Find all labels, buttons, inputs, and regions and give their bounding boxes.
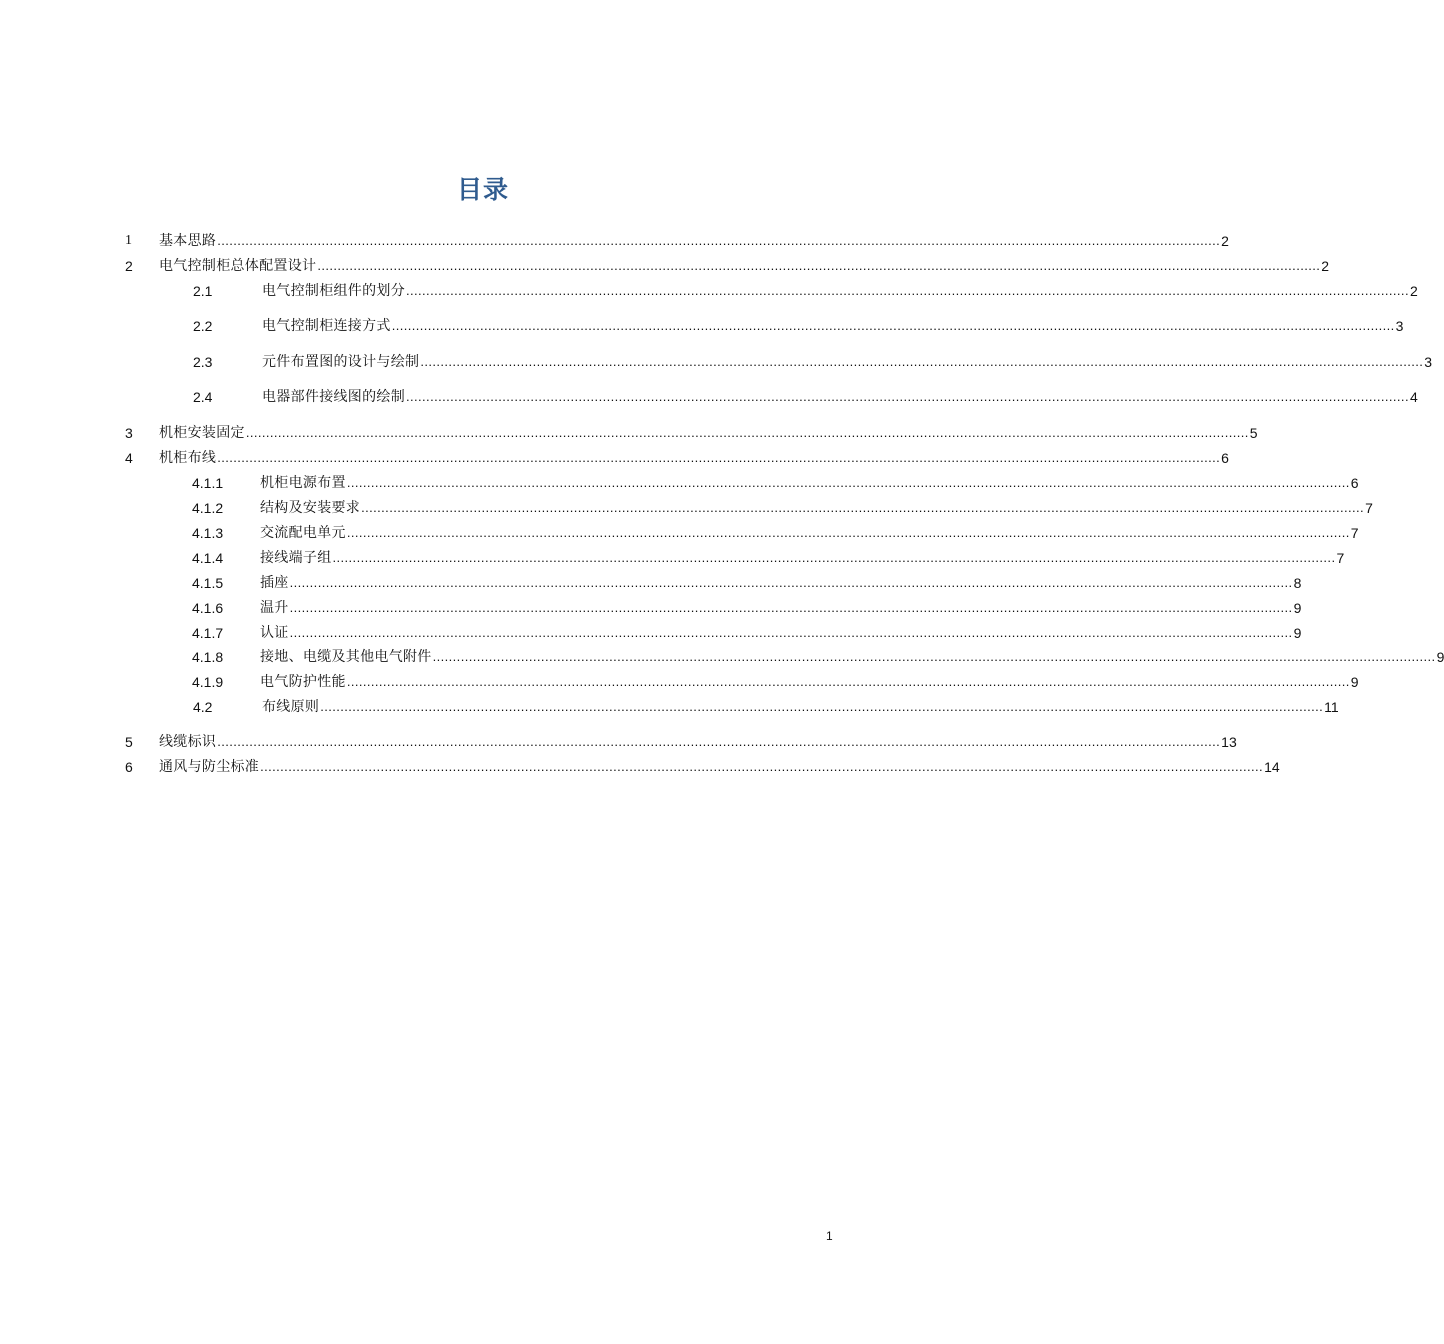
toc-entry-number: 4.1.2	[192, 500, 224, 516]
toc-entry-number: 4.2	[193, 699, 213, 715]
dot-leader: ..........................................................................................................................................................................................................................................................	[289, 625, 1293, 640]
toc-entry-number: 2.1	[193, 283, 213, 299]
dot-leader: ..........................................................................................................................................................................................................................................................	[346, 475, 1350, 490]
toc-entry-page: 9	[1293, 600, 1302, 616]
toc-entry-page: 4	[1409, 389, 1418, 405]
dot-leader: ..........................................................................................................................................................................................................................................................	[289, 575, 1293, 590]
toc-entry-number: 2.2	[193, 318, 213, 334]
dot-leader: ..........................................................................................................................................................................................................................................................	[432, 649, 1436, 664]
toc-entry-label: 认证	[260, 625, 289, 641]
toc-entry-page: 9	[1293, 625, 1302, 641]
toc-entry[interactable]	[0, 315, 1404, 337]
dot-leader: ..........................................................................................................................................................................................................................................................	[217, 450, 1221, 465]
page-number: 1	[826, 1229, 833, 1243]
toc-entry-number: 6	[125, 759, 133, 775]
toc-entry-page: 2	[1221, 233, 1229, 249]
toc-entry[interactable]	[0, 696, 1339, 718]
dot-leader: ..........................................................................................................................................................................................................................................................	[346, 674, 1350, 689]
toc-entry-page: 13	[1221, 734, 1237, 750]
toc-entry-number: 3	[125, 425, 133, 441]
toc-entry[interactable]	[0, 472, 1359, 494]
toc-entry-page: 7	[1365, 500, 1373, 516]
toc-entry-label: 电气控制柜连接方式	[262, 318, 391, 334]
toc-entry-leader	[260, 671, 1359, 693]
toc-entry[interactable]	[0, 731, 1237, 753]
dot-leader: ..........................................................................................................................................................................................................................................................	[245, 425, 1249, 440]
toc-entry-page: 11	[1324, 699, 1339, 715]
toc-entry-number: 4	[125, 450, 133, 466]
toc-entry[interactable]	[0, 422, 1258, 444]
toc-entry-page: 14	[1264, 759, 1280, 775]
toc-entry-number: 5	[125, 734, 133, 750]
toc-entry-number: 4.1.6	[192, 600, 224, 616]
toc-entry-leader	[159, 731, 1237, 753]
toc-entry[interactable]	[0, 280, 1418, 302]
toc-entry[interactable]	[0, 386, 1418, 408]
toc-entry-page: 2	[1409, 283, 1418, 299]
toc-entry-leader	[159, 447, 1229, 469]
toc-entry[interactable]	[0, 756, 1280, 778]
toc-entry-page: 3	[1424, 354, 1433, 370]
toc-entry-label: 温升	[260, 600, 289, 616]
toc-entry-leader	[260, 646, 1444, 668]
toc-entry-label: 接线端子组	[260, 550, 332, 566]
toc-entry[interactable]	[0, 572, 1302, 594]
toc-entry-page: 7	[1350, 525, 1359, 541]
toc-entry-page: 6	[1350, 475, 1359, 491]
toc-entry[interactable]	[0, 351, 1433, 373]
toc-entry-label: 结构及安装要求	[260, 500, 361, 516]
toc-entry-label: 布线原则	[262, 699, 320, 715]
toc-entry[interactable]	[0, 447, 1229, 469]
toc-entry-page: 6	[1221, 450, 1229, 466]
toc-entry-label: 电气防护性能	[260, 674, 346, 690]
toc-entry-leader	[260, 497, 1373, 519]
toc-entry-leader	[262, 696, 1339, 718]
toc-entry-label: 元件布置图的设计与绘制	[262, 354, 420, 370]
toc-entry-number: 2.4	[193, 389, 213, 405]
toc-entry[interactable]	[0, 497, 1373, 519]
toc-entry-leader	[262, 386, 1418, 408]
toc-entry-leader	[159, 756, 1280, 778]
dot-leader: ..........................................................................................................................................................................................................................................................	[346, 525, 1350, 540]
toc-entry-number: 4.1.8	[192, 649, 224, 665]
toc-entry-leader	[260, 522, 1359, 544]
toc-entry-label: 基本思路	[159, 233, 217, 249]
dot-leader: ..........................................................................................................................................................................................................................................................	[289, 600, 1293, 615]
toc-entry-label: 机柜安装固定	[159, 425, 245, 441]
toc-entry[interactable]	[0, 255, 1330, 277]
toc-entry-leader	[159, 255, 1330, 277]
toc-entry-number: 4.1.9	[192, 674, 224, 690]
toc-entry-leader	[260, 547, 1345, 569]
toc-entry-number: 2.3	[193, 354, 213, 370]
toc-entry-number: 4.1.7	[192, 625, 224, 641]
dot-leader: ..........................................................................................................................................................................................................................................................	[361, 500, 1365, 515]
toc-entry-page: 7	[1336, 550, 1345, 566]
dot-leader: ..........................................................................................................................................................................................................................................................	[406, 283, 1409, 298]
toc-entry-number: 4.1.5	[192, 575, 224, 591]
toc-entry[interactable]	[0, 547, 1345, 569]
toc-entry-leader	[260, 597, 1302, 619]
toc-entry[interactable]	[0, 597, 1302, 619]
toc-entry-leader	[159, 422, 1258, 444]
toc-title: 目录	[456, 175, 509, 204]
toc-entry-label: 电气控制柜总体配置设计	[159, 258, 317, 274]
dot-leader: ..........................................................................................................................................................................................................................................................	[332, 550, 1336, 565]
toc-entry-number: 4.1.1	[192, 475, 224, 491]
toc-entry[interactable]	[0, 622, 1302, 644]
dot-leader: ..........................................................................................................................................................................................................................................................	[260, 759, 1264, 774]
toc-entry-label: 线缆标识	[159, 734, 217, 750]
toc-entry[interactable]	[0, 671, 1359, 693]
toc-entry-label: 机柜布线	[159, 450, 217, 466]
toc-entry-label: 插座	[260, 575, 289, 591]
toc-entry-page: 9	[1350, 674, 1359, 690]
toc-entry[interactable]	[0, 230, 1229, 252]
toc-entry-page: 3	[1395, 318, 1404, 334]
toc-entry-number: 2	[125, 258, 133, 274]
dot-leader: ..........................................................................................................................................................................................................................................................	[406, 389, 1409, 404]
toc-entry-page: 9	[1436, 649, 1444, 665]
dot-leader: ..........................................................................................................................................................................................................................................................	[320, 699, 1324, 714]
toc-entry-leader	[159, 230, 1229, 252]
dot-leader: ..........................................................................................................................................................................................................................................................	[317, 258, 1321, 273]
dot-leader: ..........................................................................................................................................................................................................................................................	[391, 318, 1395, 333]
dot-leader: ..........................................................................................................................................................................................................................................................	[217, 734, 1221, 749]
toc-entry-number: 4.1.3	[192, 525, 224, 541]
toc-entry-page: 8	[1293, 575, 1302, 591]
toc-entry-number: 4.1.4	[192, 550, 224, 566]
toc-entry-page: 5	[1249, 425, 1258, 441]
toc-entry-page: 2	[1321, 258, 1330, 274]
toc-entry-leader	[260, 622, 1302, 644]
dot-leader: ..........................................................................................................................................................................................................................................................	[217, 233, 1221, 248]
dot-leader: ..........................................................................................................................................................................................................................................................	[420, 354, 1424, 369]
toc-entry-label: 通风与防尘标准	[159, 759, 260, 775]
toc-entry-label: 电器部件接线图的绘制	[262, 389, 405, 405]
toc-entry-label: 交流配电单元	[260, 525, 346, 541]
toc-entry-leader	[262, 280, 1418, 302]
toc-entry-label: 电气控制柜组件的划分	[262, 283, 405, 299]
toc-entry[interactable]	[0, 522, 1359, 544]
toc-entry-leader	[262, 315, 1404, 337]
toc-entry-number: 1	[125, 233, 132, 248]
toc-entry-leader	[262, 351, 1433, 373]
toc-entry-label: 机柜电源布置	[260, 475, 346, 491]
toc-entry-leader	[260, 472, 1359, 494]
toc-entry-label: 接地、电缆及其他电气附件	[260, 649, 432, 665]
toc-entry-leader	[260, 572, 1302, 594]
toc-entry[interactable]	[0, 646, 1444, 668]
